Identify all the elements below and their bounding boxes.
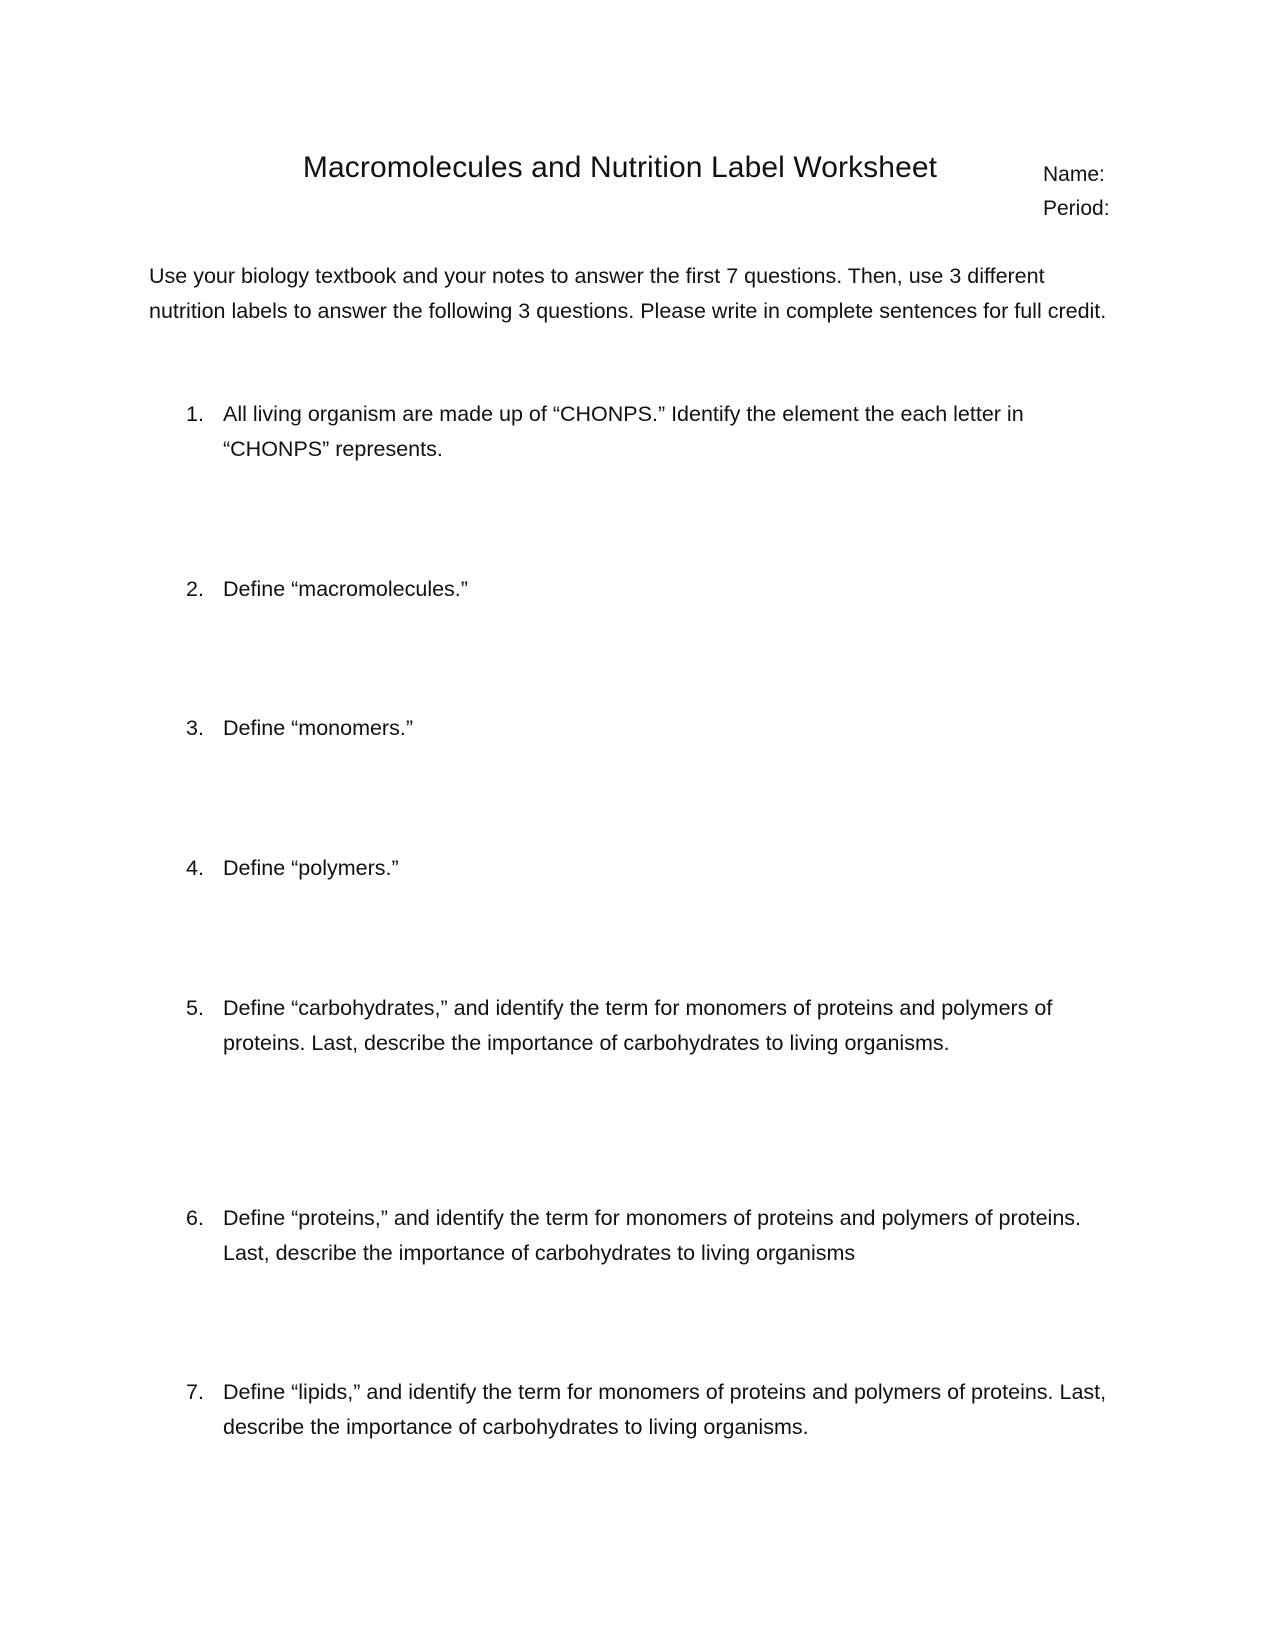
name-label: Name: <box>1043 163 1105 186</box>
question-text: Define “proteins,” and identify the term for monomers of proteins and polymers of proteins. Last, describe the importance of carbohydrates to living organisms <box>223 1206 1082 1265</box>
question-text: Define “polymers.” <box>223 856 399 880</box>
question-number: 4. <box>186 856 204 880</box>
question-3 <box>186 711 1116 746</box>
question-text: Define “monomers.” <box>223 716 413 740</box>
question-number: 7. <box>186 1380 204 1404</box>
question-text: Define “carbohydrates,” and identify the term for monomers of proteins and polymers of proteins. Last, describe the importance of carbohydrates to living organisms. <box>223 996 1053 1055</box>
question-text: Define “lipids,” and identify the term for monomers of proteins and polymers of proteins. Last, describe the importance of carbohydrates to living organisms. <box>223 1380 1107 1439</box>
question-number: 2. <box>186 577 204 601</box>
instructions-paragraph: Use your biology textbook and your notes to answer the first 7 questions. Then, use 3 different nutrition labels to answer the following 3 questions. Please write in complete sentences for full credit. <box>149 264 1107 323</box>
question-text: All living organism are made up of “CHONPS.” Identify the element the each letter in “CHONPS” represents. <box>223 402 1024 461</box>
question-2 <box>186 572 1116 607</box>
question-1 <box>186 397 1116 466</box>
question-number: 6. <box>186 1206 204 1230</box>
question-number: 1. <box>186 402 204 426</box>
question-6 <box>186 1201 1116 1270</box>
period-label: Period: <box>1043 197 1110 220</box>
question-5 <box>186 991 1116 1060</box>
question-4 <box>186 851 1116 886</box>
question-number: 5. <box>186 996 204 1020</box>
question-text: Define “macromolecules.” <box>223 577 468 601</box>
question-number: 3. <box>186 716 204 740</box>
question-7 <box>186 1375 1116 1444</box>
page-title: Macromolecules and Nutrition Label Worksheet <box>302 151 938 184</box>
